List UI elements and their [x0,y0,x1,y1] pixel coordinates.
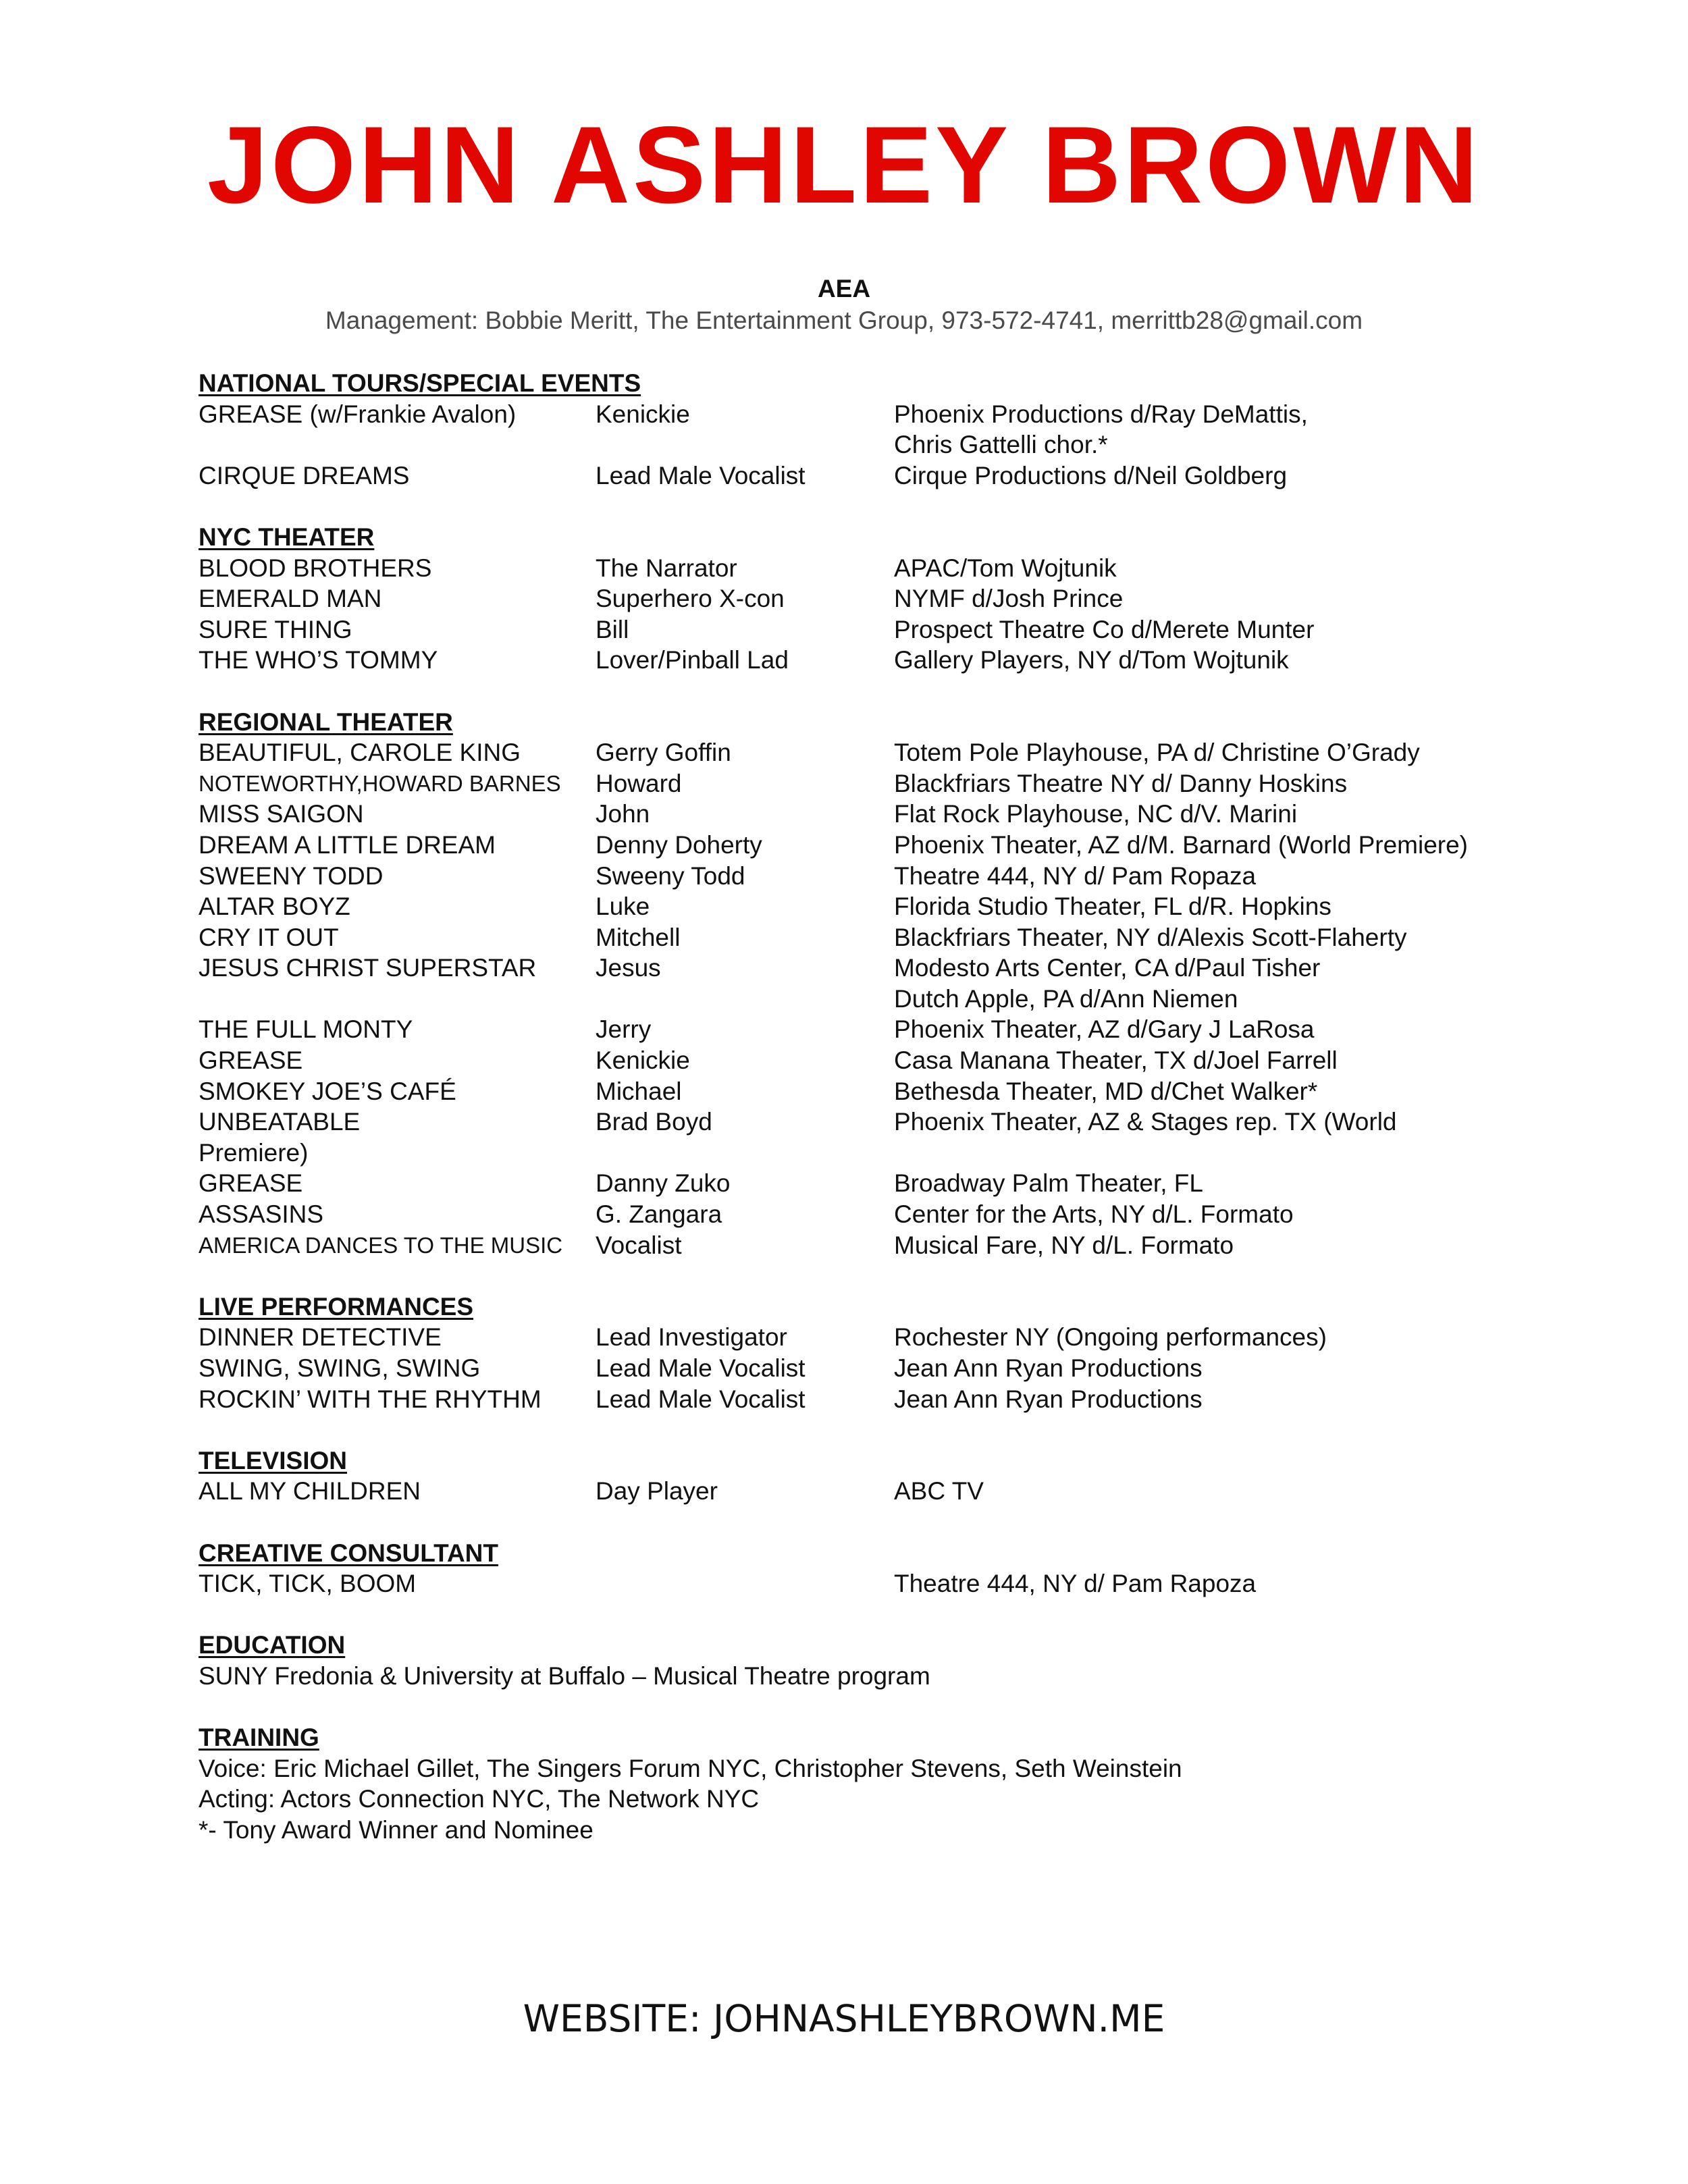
show-title: SMOKEY JOE’S CAFÉ [199,1077,456,1105]
show-title: ROCKIN’ WITH THE RHYTHM [199,1385,542,1413]
credit-row [199,953,1522,1014]
company: Florida Studio Theater, FL d/R. Hopkins [894,893,1331,921]
company: Center for the Arts, NY d/L. Formato [894,1200,1294,1229]
role: Jesus [596,954,661,982]
credit-row [199,1322,1522,1353]
show-title: EMERALD MAN [199,585,382,613]
company: Broadway Palm Theater, FL [894,1169,1203,1198]
company: Modesto Arts Center, CA d/Paul Tisher Dutch Apple, PA d/Ann Niemen [894,954,1321,1013]
credit-row [199,1168,1522,1199]
performer-name: JOHN ASHLEY BROWN [207,104,1481,226]
show-title: DINNER DETECTIVE [199,1323,442,1352]
section-title: NATIONAL TOURS/SPECIAL EVENTS [199,369,641,397]
role: Lover/Pinball Lad [596,646,789,674]
section-title: TELEVISION [199,1446,347,1474]
show-title: GREASE [199,1169,303,1198]
show-title: GREASE [199,1046,303,1075]
show-title: UNBEATABLE [199,1108,361,1136]
company: Phoenix Theater, AZ & Stages rep. TX (World [894,1108,1397,1136]
section-national-tours [199,368,1522,491]
credit-row [199,1384,1522,1415]
company: Blackfriars Theatre NY d/ Danny Hoskins [894,769,1348,797]
credit-row [199,768,1522,799]
company: Phoenix Productions d/Ray DeMattis, Chris Gattelli chor.* [894,400,1308,459]
company: Prospect Theatre Co d/Merete Munter [894,615,1315,643]
show-title: SURE THING [199,615,352,643]
credit-row [199,1045,1522,1076]
section-title: EDUCATION [199,1631,346,1659]
company: Phoenix Theater, AZ d/Gary J LaRosa [894,1015,1315,1044]
credit-row [199,891,1522,922]
management-contact: Management: Bobbie Meritt, The Entertainment Group, 973-572-4741, merrittb28@gmail.com [325,307,1363,334]
tony-footnote: *- Tony Award Winner and Nominee [199,1815,594,1844]
show-title: GREASE (w/Frankie Avalon) [199,400,517,428]
role: G. Zangara [596,1200,722,1229]
credit-row [199,614,1522,645]
show-title: ALTAR BOYZ [199,893,350,921]
role: Mitchell [596,923,681,951]
credit-row [199,1107,1522,1138]
show-title: TICK, TICK, BOOM [199,1570,417,1598]
company: Jean Ann Ryan Productions [894,1385,1203,1413]
credit-row [199,583,1522,614]
section-title: TRAINING [199,1724,319,1752]
credit-row [199,799,1522,830]
credit-row [199,1353,1522,1384]
credit-row [199,922,1522,953]
credit-row [199,1568,1522,1599]
role: Kenickie [596,1046,690,1075]
show-title: BLOOD BROTHERS [199,554,432,582]
show-title: DREAM A LITTLE DREAM [199,830,496,859]
company: Jean Ann Ryan Productions [894,1354,1203,1382]
role: Jerry [596,1015,652,1044]
role: Danny Zuko [596,1169,731,1198]
section-title: CREATIVE CONSULTANT [199,1539,498,1567]
section-title: NYC THEATER [199,523,375,551]
credit-row [199,861,1522,892]
credit-row [199,399,1522,460]
show-title: BEAUTIFUL, CAROLE KING [199,739,521,767]
show-title: THE WHO’S TOMMY [199,646,438,674]
role: Lead Male Vocalist [596,1385,806,1413]
section-education [199,1630,1522,1691]
section-title: LIVE PERFORMANCES [199,1292,474,1321]
show-title: THE FULL MONTY [199,1015,413,1044]
credit-row [199,1076,1522,1107]
role: Lead Male Vocalist [596,1354,806,1382]
training-voice: Voice: Eric Michael Gillet, The Singers Forum NYC, Christopher Stevens, Seth Weinstein [199,1754,1182,1782]
show-title: MISS SAIGON [199,800,364,828]
company: Casa Manana Theater, TX d/Joel Farrell [894,1046,1338,1075]
company: Musical Fare, NY d/L. Formato [894,1231,1234,1259]
company: Theatre 444, NY d/ Pam Rapoza [894,1570,1257,1598]
role: Vocalist [596,1231,682,1259]
show-title: ALL MY CHILDREN [199,1477,421,1506]
company: Rochester NY (Ongoing performances) [894,1323,1327,1352]
company: Totem Pole Playhouse, PA d/ Christine O’Grady [894,739,1420,767]
role: Sweeny Todd [596,861,745,890]
credit-row [199,1476,1522,1507]
role: Gerry Goffin [596,739,731,767]
company: Bethesda Theater, MD d/Chet Walker* [894,1077,1318,1105]
section-training [199,1722,1522,1845]
show-title: CIRQUE DREAMS [199,461,410,489]
section-television [199,1445,1522,1507]
show-title: CRY IT OUT [199,923,339,951]
show-title: NOTEWORTHY,HOWARD BARNES [199,770,561,796]
role: Superhero X-con [596,585,785,613]
credit-row [199,553,1522,584]
role: Brad Boyd [596,1108,712,1136]
show-title: AMERICA DANCES TO THE MUSIC [199,1232,563,1258]
credit-row-continuation [199,1138,1522,1169]
credit-row [199,460,1522,491]
credit-row [199,1199,1522,1230]
show-title: SWEENY TODD [199,861,384,890]
role: Day Player [596,1477,718,1506]
section-live-performances [199,1291,1522,1414]
credit-row [199,1014,1522,1045]
section-creative-consultant [199,1538,1522,1599]
credit-row [199,830,1522,861]
role: John [596,800,650,828]
company: Blackfriars Theater, NY d/Alexis Scott-Flaherty [894,923,1407,951]
show-title: SWING, SWING, SWING [199,1354,481,1382]
role: Michael [596,1077,682,1105]
company: Flat Rock Playhouse, NC d/V. Marini [894,800,1298,828]
role: Lead Investigator [596,1323,787,1352]
credit-row [199,645,1522,676]
show-title: ASSASINS [199,1200,324,1229]
role: Bill [596,615,629,643]
company: Phoenix Theater, AZ d/M. Barnard (World Premiere) [894,830,1468,859]
show-title: Premiere) [199,1138,309,1167]
company: Theatre 444, NY d/ Pam Ropaza [894,861,1257,890]
role: Denny Doherty [596,830,762,859]
company: Cirque Productions d/Neil Goldberg [894,461,1288,489]
section-nyc-theater [199,522,1522,676]
show-title: JESUS CHRIST SUPERSTAR [199,954,537,982]
education-line: SUNY Fredonia & University at Buffalo – Musical Theatre program [199,1661,930,1690]
credit-row [199,737,1522,768]
role: The Narrator [596,554,737,582]
company: NYMF d/Josh Prince [894,585,1124,613]
role: Kenickie [596,400,690,428]
website-footer: WEBSITE: JOHNASHLEYBROWN.ME [523,1997,1165,2040]
training-acting: Acting: Actors Connection NYC, The Network NYC [199,1785,760,1813]
resume-body [199,368,1522,1876]
union-affiliation: AEA [817,275,871,302]
role: Howard [596,769,682,797]
credit-row [199,1230,1522,1261]
company: ABC TV [894,1477,984,1506]
section-title: REGIONAL THEATER [199,708,453,736]
section-regional-theater [199,707,1522,1261]
company: Gallery Players, NY d/Tom Wojtunik [894,646,1289,674]
company: APAC/Tom Wojtunik [894,554,1117,582]
role: Luke [596,893,650,921]
role: Lead Male Vocalist [596,461,806,489]
